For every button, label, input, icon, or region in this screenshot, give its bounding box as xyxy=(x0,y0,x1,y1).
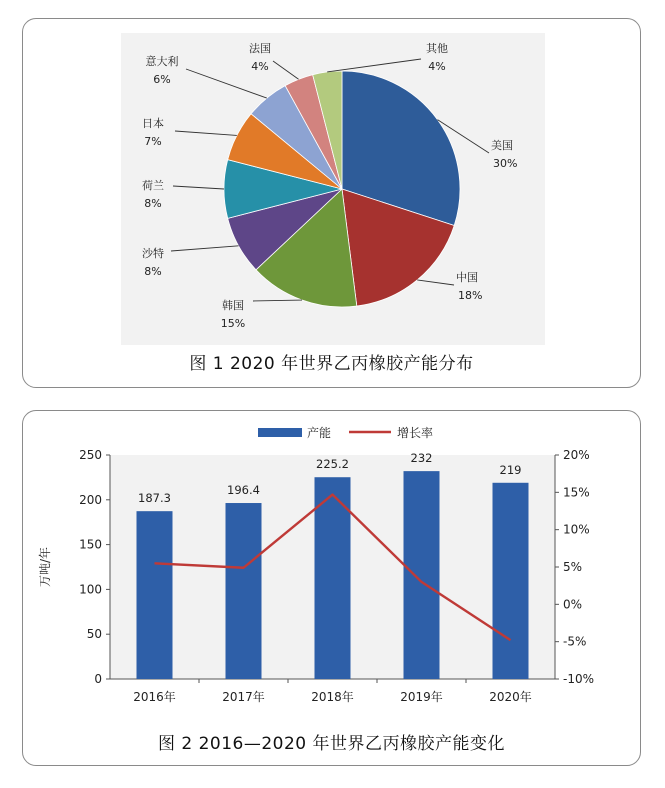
pie-label-name: 意大利 xyxy=(145,55,179,68)
bar xyxy=(404,471,440,679)
pie-label-value: 6% xyxy=(153,73,171,86)
y2-tick-label: 5% xyxy=(563,560,583,574)
y2-tick-label: 10% xyxy=(563,522,590,537)
pie-label-value: 4% xyxy=(428,60,446,73)
x-tick-label: 2019年 xyxy=(400,690,443,704)
pie-leader-line xyxy=(273,61,299,79)
x-tick-label: 2020年 xyxy=(489,690,532,704)
x-tick-label: 2016年 xyxy=(133,690,176,704)
pie-leader-line xyxy=(186,69,267,98)
y2-tick-label: 15% xyxy=(563,485,590,500)
pie-leader-line xyxy=(171,246,239,251)
pie-label-name: 其他 xyxy=(426,42,448,55)
pie-leader-line xyxy=(173,186,224,189)
pie-leader-line xyxy=(175,131,237,135)
pie-label-value: 7% xyxy=(144,135,162,148)
bar-data-label: 219 xyxy=(499,462,522,477)
pie-label-value: 18% xyxy=(458,289,483,302)
figure1-caption: 图 1 2020 年世界乙丙橡胶产能分布 xyxy=(189,354,474,374)
y2-tick-label: 0% xyxy=(563,597,583,612)
legend xyxy=(258,425,433,440)
legend-label-growth: 增长率 xyxy=(397,426,434,440)
y-tick-label: 200 xyxy=(79,492,102,507)
pie-label-value: 15% xyxy=(220,317,246,330)
pie-label-value: 8% xyxy=(144,197,162,210)
legend-swatch-bar xyxy=(258,428,302,437)
pie-leader-line xyxy=(327,59,421,72)
pie-leader-line xyxy=(417,280,454,285)
y2-tick-label: -10% xyxy=(563,672,595,686)
pie-label-name: 日本 xyxy=(142,117,164,130)
figure2-caption: 图 2 2016—2020 年世界乙丙橡胶产能变化 xyxy=(157,734,506,754)
bar xyxy=(493,483,529,679)
x-tick-label: 2017年 xyxy=(222,690,265,704)
bar xyxy=(137,511,173,679)
y2-tick-label: 20% xyxy=(563,448,590,462)
y-tick-label: 0 xyxy=(94,672,102,686)
x-tick-label: 2018年 xyxy=(311,690,354,704)
bar xyxy=(226,503,262,679)
y-tick-label: 100 xyxy=(79,582,102,597)
pie-label-name: 荷兰 xyxy=(142,179,164,192)
y-tick-label: 150 xyxy=(79,537,102,552)
pie-label-name: 中国 xyxy=(456,271,478,284)
bar-data-label: 187.3 xyxy=(138,491,171,506)
figure1-panel xyxy=(22,18,641,388)
y-tick-label: 250 xyxy=(79,448,102,462)
figure2-panel xyxy=(22,410,641,766)
bar-data-label: 232 xyxy=(410,451,433,466)
pie-leader-line xyxy=(253,300,302,301)
pie-label-value: 4% xyxy=(251,60,269,73)
combo-chart xyxy=(23,411,642,767)
pie-label-name: 沙特 xyxy=(142,247,164,260)
pie-chart xyxy=(23,19,642,389)
bar-data-label: 225.2 xyxy=(316,457,349,472)
y-axis-label: 万吨/年 xyxy=(38,546,52,588)
pie-label-name: 法国 xyxy=(249,42,271,55)
bar-data-label: 196.4 xyxy=(227,483,260,498)
y2-tick-label: -5% xyxy=(563,634,587,649)
pie-label-name: 韩国 xyxy=(222,299,244,312)
legend-label-capacity: 产能 xyxy=(307,426,332,440)
pie-label-value: 30% xyxy=(493,157,518,170)
pie-label-name: 美国 xyxy=(491,139,513,152)
pie-label-value: 8% xyxy=(144,265,162,278)
y-tick-label: 50 xyxy=(86,627,102,642)
